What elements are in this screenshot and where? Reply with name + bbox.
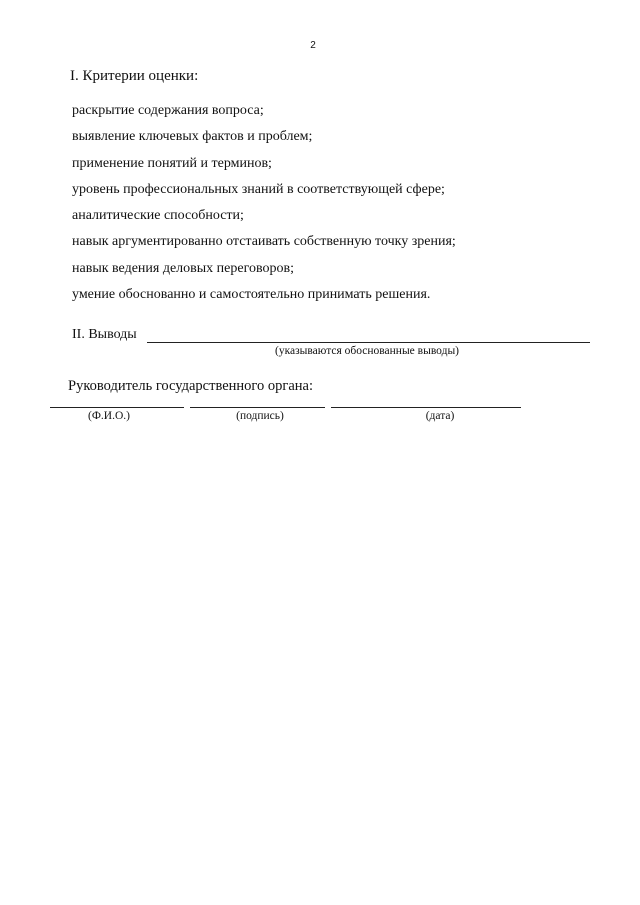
fio-caption: (Ф.И.О.) — [88, 410, 130, 422]
signature-caption: (подпись) — [236, 410, 284, 422]
list-item: навык ведения деловых переговоров; — [72, 260, 295, 276]
conclusions-section — [72, 327, 592, 367]
list-item: умение обоснованно и самостоятельно принимать решения. — [72, 287, 431, 303]
date-fill-line[interactable] — [331, 407, 521, 408]
criteria-list — [72, 101, 456, 311]
fio-fill-line[interactable] — [50, 407, 184, 408]
criteria-heading: I. Критерии оценки: — [70, 68, 199, 84]
list-item: навык аргументированно отстаивать собственную точку зрения; — [72, 234, 456, 250]
list-item: аналитические способности; — [72, 208, 244, 224]
signature-fill-line[interactable] — [190, 407, 325, 408]
page-number: 2 — [310, 40, 316, 51]
list-item: раскрытие содержания вопроса; — [72, 103, 264, 118]
list-item: уровень профессиональных знаний в соответствующей сфере; — [72, 181, 445, 197]
list-item: применение понятий и терминов; — [72, 155, 272, 171]
conclusions-fill-line[interactable] — [147, 342, 590, 343]
conclusions-note: (указываются обоснованные выводы) — [275, 345, 459, 357]
head-of-agency-title: Руководитель государственного органа: — [68, 378, 313, 394]
date-caption: (дата) — [425, 410, 455, 422]
conclusions-label: II. Выводы — [72, 327, 137, 342]
list-item: выявление ключевых фактов и проблем; — [72, 129, 313, 145]
